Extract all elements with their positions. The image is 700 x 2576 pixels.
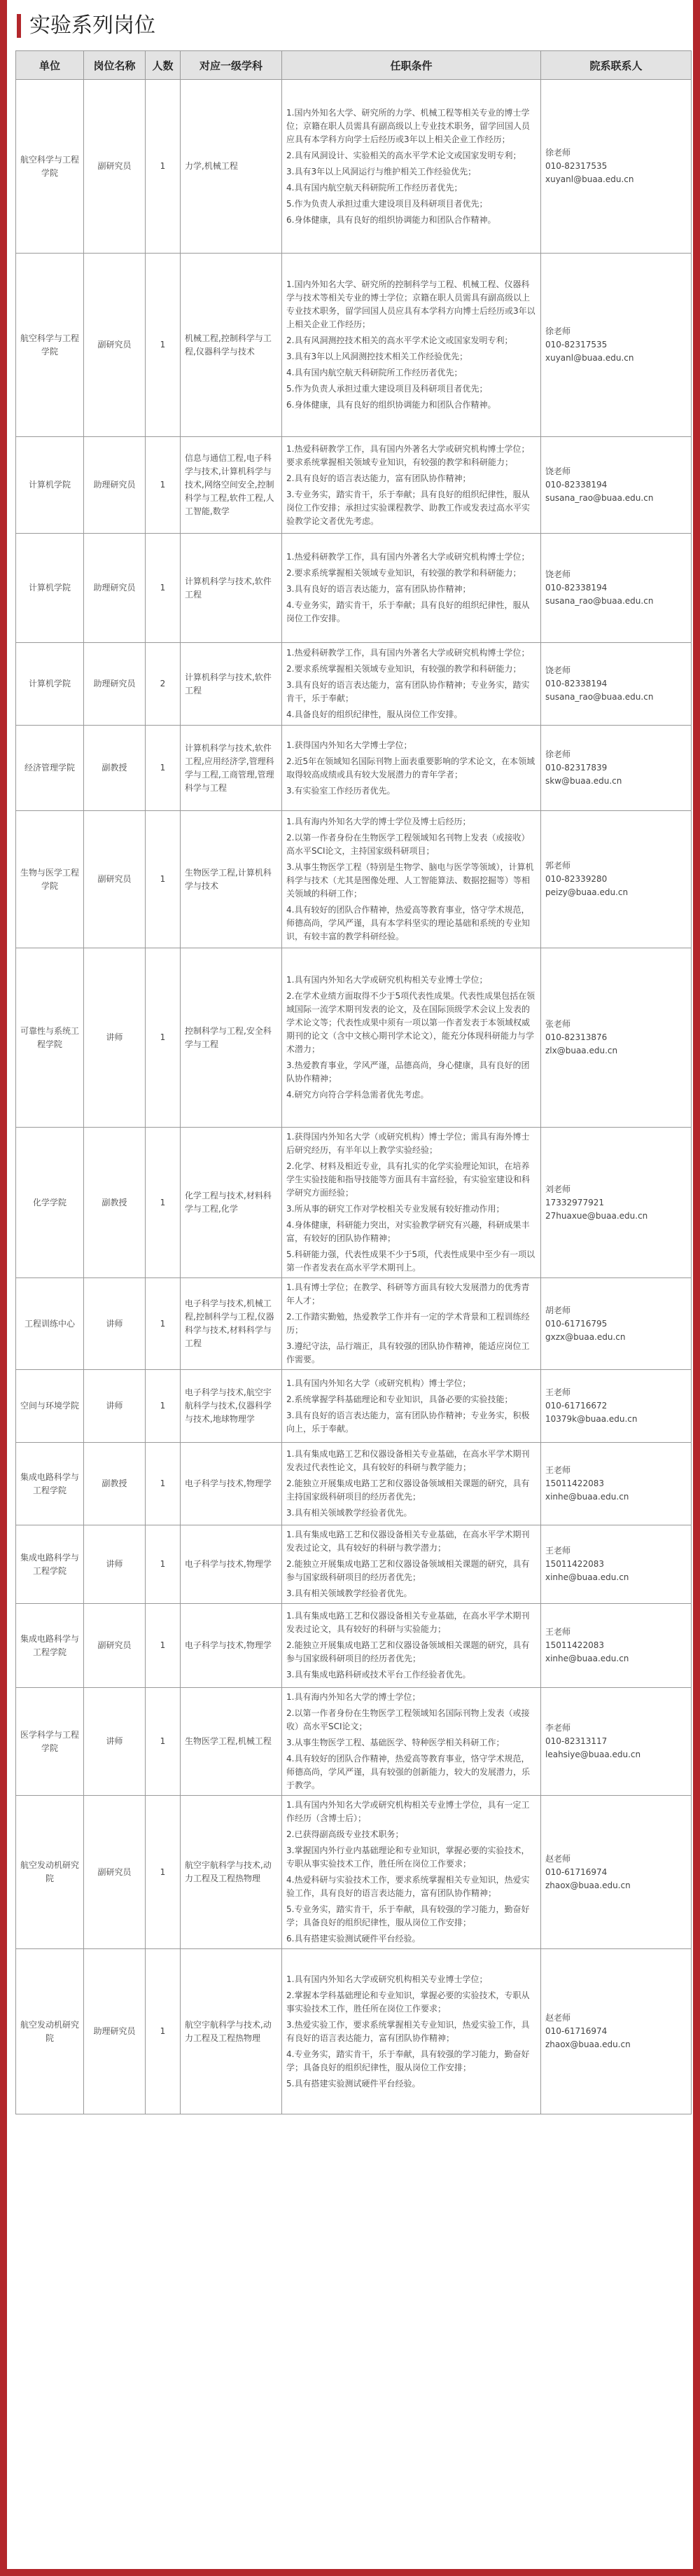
- requirement-item: 3.热爱实验工作，要求系统掌握相关专业知识，热爱实验工作，具有良好的语言表达能力，富有团队协作精神；: [286, 2019, 530, 2043]
- requirement-item: 1.具有博士学位；在教学、科研等方面具有较大发展潜力的优秀青年人才；: [286, 1282, 530, 1306]
- position-cell: 副研究员: [84, 254, 146, 437]
- headcount-cell: 1: [146, 1525, 181, 1604]
- requirement-item: 3.具有良好的语言表达能力，富有团队协作精神；: [286, 584, 471, 594]
- contact-name: 徐老师: [545, 749, 571, 759]
- contact-phone: 010-82338194: [545, 480, 608, 490]
- contact-email-link[interactable]: xinhe@buaa.edu.cn: [545, 1654, 629, 1663]
- headcount-cell: 1: [146, 1128, 181, 1278]
- requirements-cell: [282, 948, 541, 1128]
- requirement-item: 1.具有国内外知名大学或研究机构相关专业博士学位，具有一定工作经历（含博士后）；: [286, 1800, 530, 1823]
- unit-cell: 工程训练中心: [16, 1278, 84, 1370]
- table-row: [16, 643, 692, 726]
- contact-email-link[interactable]: susana_rao@buaa.edu.cn: [545, 692, 654, 702]
- requirement-item: 1.获得国内外知名大学博士学位；: [286, 740, 412, 750]
- column-header-position: 岗位名称: [84, 51, 146, 80]
- requirement-item: 4.身体健康，科研能力突出，对实验教学研究有兴趣，科研成果丰富，有较好的团队协作精神；: [286, 1220, 530, 1243]
- requirement-item: 1.国内外知名大学、研究所的控制科学与工程、机械工程、仪器科学与技术等相关专业的博士学位；京籍在职人员需具有副高级以上专业技术职务，留学回国人员应具有本学科方向博士后经历或3年以上相关企业工作经历；: [286, 279, 536, 329]
- table-row: [16, 1688, 692, 1796]
- requirements-cell: [282, 1949, 541, 2114]
- contact-cell: [541, 726, 692, 811]
- contact-cell: [541, 80, 692, 254]
- requirement-item: 3.所从事的研究工作对学校相关专业发展有较好推动作用；: [286, 1204, 505, 1214]
- requirements-cell: [282, 1128, 541, 1278]
- contact-phone: 15011422083: [545, 1640, 604, 1650]
- requirement-item: 2.能独立开展集成电路工艺和仪器设备领域相关课题的研究，具有参与国家级科研项目的经历者优先；: [286, 1640, 530, 1663]
- subject-cell: 航空宇航科学与技术,动力工程及工程热物理: [181, 1796, 282, 1949]
- contact-email-link[interactable]: skw@buaa.edu.cn: [545, 776, 622, 786]
- requirement-item: 3.有实验室工作经历者优先。: [286, 785, 396, 796]
- page-title: 实验系列岗位: [29, 13, 155, 38]
- requirement-item: 1.具有国内外知名大学或研究机构相关专业博士学位；: [286, 975, 488, 985]
- contact-phone: 010-82338194: [545, 583, 608, 593]
- contact-name: 徐老师: [545, 148, 571, 158]
- position-cell: 副研究员: [84, 1604, 146, 1688]
- subject-cell: 生物医学工程,机械工程: [181, 1688, 282, 1796]
- header-accent-bar: [17, 14, 21, 38]
- contact-cell: [541, 1796, 692, 1949]
- position-cell: 讲师: [84, 1278, 146, 1370]
- requirement-item: 1.具有国内外知名大学（或研究机构）博士学位；: [286, 1378, 471, 1388]
- requirement-item: 6.身体健康，具有良好的组织协调能力和团队合作精神。: [286, 400, 496, 410]
- headcount-cell: 1: [146, 1370, 181, 1443]
- contact-email-link[interactable]: xinhe@buaa.edu.cn: [545, 1492, 629, 1502]
- contact-cell: [541, 1525, 692, 1604]
- headcount-cell: 1: [146, 1443, 181, 1525]
- requirement-item: 2.掌握本学科基础理论和专业知识，掌握必要的实验技术，专职从事实验技术工作，胜任所在岗位工作要求；: [286, 1990, 530, 2014]
- contact-phone: 010-82313876: [545, 1032, 608, 1042]
- subject-cell: 电子科学与技术,物理学: [181, 1525, 282, 1604]
- requirement-item: 4.热爱科研与实验技术工作，要求系统掌握相关专业知识，热爱实验工作，具有良好的语言表达能力，富有团队协作精神；: [286, 1875, 530, 1898]
- contact-phone: 010-61716974: [545, 2026, 608, 2036]
- contact-name: 王老师: [545, 1387, 571, 1397]
- headcount-cell: 1: [146, 811, 181, 948]
- subject-cell: 计算机科学与技术,软件工程: [181, 643, 282, 726]
- subject-cell: 计算机科学与技术,软件工程: [181, 534, 282, 643]
- contact-name: 徐老师: [545, 326, 571, 336]
- table-body: [16, 80, 692, 2114]
- contact-email-link[interactable]: 27huaxue@buaa.edu.cn: [545, 1210, 648, 1221]
- contact-cell: [541, 811, 692, 948]
- contact-email-link[interactable]: 10379k@buaa.edu.cn: [545, 1414, 638, 1424]
- contact-cell: [541, 437, 692, 534]
- contact-phone: 010-61716974: [545, 1867, 608, 1877]
- requirements-cell: [282, 80, 541, 254]
- requirement-item: 3.热爱教育事业，学风严谨，品德高尚，身心健康，具有良好的团队协作精神；: [286, 1060, 530, 1083]
- position-cell: 副教授: [84, 726, 146, 811]
- position-cell: 讲师: [84, 948, 146, 1128]
- requirement-item: 2.已获得副高级专业技术职务；: [286, 1829, 404, 1839]
- headcount-cell: 1: [146, 1604, 181, 1688]
- table-row: [16, 1443, 692, 1525]
- contact-name: 饶老师: [545, 466, 571, 476]
- subject-cell: 电子科学与技术,机械工程,控制科学与工程,仪器科学与技术,材料科学与工程: [181, 1278, 282, 1370]
- requirement-item: 1.热爱科研教学工作，具有国内外著名大学或研究机构博士学位；: [286, 552, 530, 562]
- contact-cell: [541, 1688, 692, 1796]
- contact-phone: 010-82338194: [545, 679, 608, 688]
- subject-cell: 信息与通信工程,电子科学与技术,计算机科学与技术,网络空间安全,控制科学与工程,软件工程,人工智能,数学: [181, 437, 282, 534]
- position-cell: 讲师: [84, 1688, 146, 1796]
- position-cell: 副研究员: [84, 811, 146, 948]
- headcount-cell: 1: [146, 254, 181, 437]
- position-cell: 助理研究员: [84, 437, 146, 534]
- requirement-item: 3.具有相关领域教学经验者优先。: [286, 1588, 412, 1598]
- requirement-item: 2.具有风洞设计、实验相关的高水平学术论文或国家发明专利；: [286, 150, 522, 160]
- contact-name: 胡老师: [545, 1305, 571, 1315]
- contact-email-link[interactable]: peizy@buaa.edu.cn: [545, 887, 629, 897]
- requirement-item: 2.具有良好的语言表达能力，富有团队协作精神；: [286, 473, 471, 483]
- contact-email-link[interactable]: xuyanl@buaa.edu.cn: [545, 353, 634, 363]
- requirement-item: 1.具有集成电路工艺和仪器设备相关专业基础，在高水平学术期刊发表过论文，具有较好的科研与实验能力；: [286, 1611, 530, 1634]
- requirement-item: 3.具有3年以上风洞运行与维护相关工作经验优先；: [286, 166, 477, 176]
- contact-email-link[interactable]: gxzx@buaa.edu.cn: [545, 1331, 626, 1342]
- contact-phone: 010-82317535: [545, 340, 608, 349]
- table-row: [16, 254, 692, 437]
- position-cell: 助理研究员: [84, 534, 146, 643]
- unit-cell: 航空发动机研究院: [16, 1796, 84, 1949]
- contact-email-link[interactable]: susana_rao@buaa.edu.cn: [545, 596, 654, 606]
- contact-name: 刘老师: [545, 1184, 571, 1194]
- requirement-item: 1.具有海内外知名大学的博士学位；: [286, 1692, 421, 1702]
- contact-name: 饶老师: [545, 569, 571, 579]
- contact-email-link[interactable]: zlx@buaa.edu.cn: [545, 1046, 618, 1055]
- headcount-cell: 1: [146, 726, 181, 811]
- position-cell: 助理研究员: [84, 1949, 146, 2114]
- requirements-cell: [282, 1604, 541, 1688]
- requirement-item: 3.具有良好的语言表达能力，富有团队协作精神；专业务实，踏实肯干，乐于奉献；: [286, 680, 530, 703]
- subject-cell: 化学工程与技术,材料科学与工程,化学: [181, 1128, 282, 1278]
- position-cell: 副教授: [84, 1443, 146, 1525]
- requirement-item: 3.具有良好的语言表达能力，富有团队协作精神；专业务实，积极向上，乐于奉献。: [286, 1410, 530, 1434]
- requirement-item: 2.以第一作者身份在生物医学工程领域知名国际刊物上发表（或接收）高水平SCI论文；: [286, 1708, 530, 1731]
- unit-cell: 计算机学院: [16, 643, 84, 726]
- job-table: [15, 50, 692, 2114]
- requirements-cell: [282, 1688, 541, 1796]
- requirement-item: 2.能独立开展集成电路工艺和仪器设备领域相关课题的研究，具有主持国家级科研项目的经历者优先；: [286, 1479, 530, 1502]
- position-cell: 讲师: [84, 1370, 146, 1443]
- headcount-cell: 2: [146, 643, 181, 726]
- contact-cell: [541, 534, 692, 643]
- requirement-item: 5.作为负责人承担过重大建设项目及科研项目者优先；: [286, 384, 488, 394]
- contact-phone: 010-82317535: [545, 161, 608, 171]
- position-cell: 副研究员: [84, 1796, 146, 1949]
- requirements-cell: [282, 437, 541, 534]
- table-row: [16, 534, 692, 643]
- requirement-item: 3.从事生物医学工程、基础医学、特种医学相关科研工作；: [286, 1738, 505, 1747]
- column-header-unit: 单位: [16, 51, 84, 80]
- requirement-item: 4.具有较好的团队合作精神，热爱高等教育事业，恪守学术规范，师德高尚，学风严谨，具有本学科坚实的理论基础和系统的专业知识，有较丰富的教学科研经验。: [286, 905, 531, 941]
- unit-cell: 集成电路科学与工程学院: [16, 1604, 84, 1688]
- unit-cell: 航空科学与工程学院: [16, 254, 84, 437]
- unit-cell: 航空发动机研究院: [16, 1949, 84, 2114]
- contact-phone: 010-61716672: [545, 1401, 608, 1411]
- requirement-item: 6.身体健康，具有良好的组织协调能力和团队合作精神。: [286, 214, 496, 225]
- requirement-item: 4.专业务实，踏实肯干，乐于奉献，具有较强的学习能力，勤奋好学；具备良好的组织纪律性，服从岗位工作安排；: [286, 2049, 530, 2072]
- contact-cell: [541, 1278, 692, 1370]
- requirement-item: 1.热爱科研教学工作，具有国内外著名大学或研究机构博士学位；: [286, 648, 530, 658]
- contact-email-link[interactable]: susana_rao@buaa.edu.cn: [545, 493, 654, 503]
- table-row: [16, 1796, 692, 1949]
- requirement-item: 3.具有集成电路科研或技术平台工作经验者优先。: [286, 1670, 471, 1680]
- headcount-cell: 1: [146, 1796, 181, 1949]
- requirement-item: 5.科研能力强，代表性成果不少于5项，代表性成果中至少有一项以第一作者发表在高水平学术期刊上。: [286, 1249, 536, 1273]
- requirement-item: 2.系统掌握学科基础理论和专业知识，具备必要的实验技能；: [286, 1394, 513, 1404]
- requirement-item: 1.具有集成电路工艺和仪器设备相关专业基础，在高水平学术期刊发表过论文，具有较好的科研与教学潜力；: [286, 1530, 530, 1553]
- requirements-cell: [282, 1278, 541, 1370]
- contact-cell: [541, 948, 692, 1128]
- requirement-item: 6.具有搭建实验测试硬件平台经验。: [286, 1934, 421, 1944]
- position-cell: 副研究员: [84, 80, 146, 254]
- table-row: [16, 1604, 692, 1688]
- requirement-item: 2.要求系统掌握相关领域专业知识，有较强的教学和科研能力；: [286, 664, 522, 674]
- unit-cell: 集成电路科学与工程学院: [16, 1443, 84, 1525]
- requirement-item: 1.具有集成电路工艺和仪器设备相关专业基础，在高水平学术期刊发表过代表性论文，具有较好的科研与教学能力；: [286, 1449, 530, 1472]
- requirement-item: 3.掌握国内外行业内基础理论和专业知识，掌握必要的实验技术，专职从事实验技术工作，胜任所在岗位工作要求；: [286, 1846, 530, 1869]
- unit-cell: 化学学院: [16, 1128, 84, 1278]
- table-row: [16, 1128, 692, 1278]
- contact-cell: [541, 643, 692, 726]
- requirement-item: 4.专业务实，踏实肯干，乐于奉献；具有良好的组织纪律性，服从岗位工作安排。: [286, 600, 530, 623]
- table-row: [16, 1370, 692, 1443]
- requirement-item: 2.能独立开展集成电路工艺和仪器设备领域相关课题的研究，具有参与国家级科研项目的经历者优先；: [286, 1559, 530, 1582]
- table-row: [16, 1278, 692, 1370]
- requirement-item: 1.具有海内外知名大学的博士学位及博士后经历；: [286, 817, 471, 826]
- unit-cell: 经济管理学院: [16, 726, 84, 811]
- requirement-item: 4.具有国内航空航天科研院所工作经历者优先；: [286, 182, 463, 193]
- requirement-item: 2.以第一作者身份在生物医学工程领域知名刊物上发表（或接收）高水平SCI论文，主持国家级科研项目；: [286, 833, 530, 856]
- subject-cell: 航空宇航科学与技术,动力工程及工程热物理: [181, 1949, 282, 2114]
- requirement-item: 2.要求系统掌握相关领域专业知识，有较强的教学和科研能力；: [286, 568, 522, 578]
- contact-phone: 17332977921: [545, 1197, 604, 1207]
- requirement-item: 3.具有3年以上风洞测控技术相关工作经验优先；: [286, 352, 468, 361]
- contact-name: 赵老师: [545, 1853, 571, 1864]
- contact-cell: [541, 254, 692, 437]
- requirement-item: 5.专业务实，踏实肯干，乐于奉献，具有较强的学习能力，勤奋好学；具备良好的组织纪律性，服从岗位工作安排；: [286, 1904, 530, 1927]
- contact-email-link[interactable]: xuyanl@buaa.edu.cn: [545, 174, 634, 184]
- contact-cell: [541, 1443, 692, 1525]
- contact-cell: [541, 1949, 692, 2114]
- requirement-item: 3.从事生物医学工程（特别是生物学、脑电与医学等领域），计算机科学与技术（尤其是图像处理、人工智能算法、数据挖掘等）等相关领域的科研工作；: [286, 862, 534, 899]
- requirements-cell: [282, 1525, 541, 1604]
- requirements-cell: [282, 643, 541, 726]
- contact-cell: [541, 1604, 692, 1688]
- requirement-item: 3.遵纪守法，品行端正，具有较强的团队协作精神，能适应岗位工作需要。: [286, 1341, 530, 1364]
- contact-name: 赵老师: [545, 2013, 571, 2023]
- table-row: [16, 1949, 692, 2114]
- contact-name: 饶老师: [545, 665, 571, 675]
- contact-email-link[interactable]: leahsiye@buaa.edu.cn: [545, 1750, 641, 1759]
- position-cell: 讲师: [84, 1525, 146, 1604]
- requirements-cell: [282, 726, 541, 811]
- requirements-cell: [282, 534, 541, 643]
- contact-email-link[interactable]: xinhe@buaa.edu.cn: [545, 1572, 629, 1582]
- position-cell: 副教授: [84, 1128, 146, 1278]
- subject-cell: 计算机科学与技术,软件工程,应用经济学,管理科学与工程,工商管理,管理科学与工程: [181, 726, 282, 811]
- requirement-item: 4.具有国内航空航天科研院所工作经历者优先；: [286, 368, 463, 378]
- requirement-item: 1.具有国内外知名大学或研究机构相关专业博士学位；: [286, 1974, 488, 1984]
- requirement-item: 4.具有较好的团队合作精神，热爱高等教育事业，恪守学术规范，师德高尚，学风严谨，具有较强的创新能力，较大的发展潜力，乐于教学。: [286, 1754, 531, 1790]
- column-header-subject: 对应一级学科: [181, 51, 282, 80]
- table-row: [16, 726, 692, 811]
- requirement-item: 5.具有搭建实验测试硬件平台经验。: [286, 2078, 421, 2089]
- unit-cell: 计算机学院: [16, 534, 84, 643]
- contact-phone: 15011422083: [545, 1559, 604, 1569]
- contact-phone: 010-82313117: [545, 1736, 608, 1746]
- subject-cell: 电子科学与技术,航空宇航科学与技术,仪器科学与技术,地球物理学: [181, 1370, 282, 1443]
- table-row: [16, 811, 692, 948]
- position-cell: 助理研究员: [84, 643, 146, 726]
- contact-email-link[interactable]: zhaox@buaa.edu.cn: [545, 1880, 631, 1890]
- requirement-item: 2.近5年在领域知名国际刊物上面表重要影响的学术论文，在本领域取得较高成绩或具有较大发展潜力的青年学者；: [286, 756, 536, 780]
- table-row: [16, 437, 692, 534]
- unit-cell: 计算机学院: [16, 437, 84, 534]
- subject-cell: 电子科学与技术,物理学: [181, 1604, 282, 1688]
- table-header: [16, 51, 692, 80]
- subject-cell: 机械工程,控制科学与工程,仪器科学与技术: [181, 254, 282, 437]
- requirements-cell: [282, 254, 541, 437]
- subject-cell: 控制科学与工程,安全科学与工程: [181, 948, 282, 1128]
- requirement-item: 2.工作踏实勤勉，热爱教学工作并有一定的学术背景和工程训练经历；: [286, 1312, 530, 1335]
- requirements-cell: [282, 1370, 541, 1443]
- unit-cell: 集成电路科学与工程学院: [16, 1525, 84, 1604]
- unit-cell: 生物与医学工程学院: [16, 811, 84, 948]
- contact-cell: [541, 1370, 692, 1443]
- column-header-count: 人数: [146, 51, 181, 80]
- requirement-item: 5.作为负责人承担过重大建设项目及科研项目者优先；: [286, 198, 488, 209]
- table-row: [16, 1525, 692, 1604]
- requirement-item: 2.具有风洞测控技术相关的高水平学术论文或国家发明专利；: [286, 335, 513, 345]
- headcount-cell: 1: [146, 534, 181, 643]
- headcount-cell: 1: [146, 948, 181, 1128]
- contact-name: 郭老师: [545, 861, 571, 871]
- section-header: [7, 0, 693, 49]
- requirements-cell: [282, 1443, 541, 1525]
- contact-cell: [541, 1128, 692, 1278]
- contact-name: 王老师: [545, 1627, 571, 1637]
- requirement-item: 1.国内外知名大学、研究所的力学、机械工程等相关专业的博士学位；京籍在职人员需具有副高级以上专业技术职务，留学回国人员应具有本学科方向学士后经历或3年以上相关企业工作经历；: [286, 107, 531, 144]
- unit-cell: 医学科学与工程学院: [16, 1688, 84, 1796]
- requirement-item: 1.热爱科研教学工作，具有国内外著名大学或研究机构博士学位；要求系统掌握相关领域专业知识，有较强的教学和科研能力；: [286, 443, 530, 467]
- table-row: [16, 948, 692, 1128]
- requirement-item: 4.具备良好的组织纪律性，服从岗位工作安排。: [286, 709, 463, 719]
- headcount-cell: 1: [146, 80, 181, 254]
- requirement-item: 3.具有相关领域教学经验者优先。: [286, 1508, 412, 1518]
- unit-cell: 航空科学与工程学院: [16, 80, 84, 254]
- requirement-item: 2.在学术业绩方面取得不少于5项代表性成果。代表性成果包括在领域国际一流学术期刊发表的论文，及在国际顶级学术会议上发表的学术论文等；代表性成果中须有一项以第一作者发表于本领域权威期刊的论文（含中文核心期刊学术论文），能充分体现科研能力与学术潜力；: [286, 991, 536, 1054]
- subject-cell: 电子科学与技术,物理学: [181, 1443, 282, 1525]
- requirement-item: 1.获得国内外知名大学（或研究机构）博士学位；需具有海外博士后研究经历，有半年以上教学实验经验；: [286, 1132, 530, 1155]
- contact-name: 王老师: [545, 1465, 571, 1475]
- headcount-cell: 1: [146, 1949, 181, 2114]
- headcount-cell: 1: [146, 437, 181, 534]
- column-header-requirements: 任职条件: [282, 51, 541, 80]
- contact-name: 王老师: [545, 1546, 571, 1556]
- requirements-cell: [282, 811, 541, 948]
- contact-email-link[interactable]: zhaox@buaa.edu.cn: [545, 2040, 631, 2049]
- unit-cell: 空间与环境学院: [16, 1370, 84, 1443]
- subject-cell: 力学,机械工程: [181, 80, 282, 254]
- contact-phone: 010-82317839: [545, 763, 608, 773]
- requirements-cell: [282, 1796, 541, 1949]
- requirement-item: 2.化学、材料及相近专业，具有扎实的化学实验理论知识，在培养学生实验技能和指导技能等方面具有丰富经验，有实验室建设和科学研究方面经验；: [286, 1161, 531, 1198]
- contact-name: 李老师: [545, 1723, 571, 1733]
- contact-name: 张老师: [545, 1019, 571, 1029]
- column-header-contact: 院系联系人: [541, 51, 692, 80]
- requirement-item: 3.专业务实，踏实肯干，乐于奉献；具有良好的组织纪律性，服从岗位工作安排；承担过实验课程教学、助教工作或发表过高水平实验教学论文者优先考虑。: [286, 489, 531, 526]
- contact-phone: 15011422083: [545, 1479, 604, 1488]
- contact-phone: 010-61716795: [545, 1318, 608, 1329]
- table-header-row: [16, 51, 692, 80]
- headcount-cell: 1: [146, 1278, 181, 1370]
- contact-phone: 010-82339280: [545, 874, 608, 884]
- subject-cell: 生物医学工程,计算机科学与技术: [181, 811, 282, 948]
- table-row: [16, 80, 692, 254]
- headcount-cell: 1: [146, 1688, 181, 1796]
- unit-cell: 可靠性与系统工程学院: [16, 948, 84, 1128]
- requirement-item: 4.研究方向符合学科急需者优先考虑。: [286, 1090, 429, 1100]
